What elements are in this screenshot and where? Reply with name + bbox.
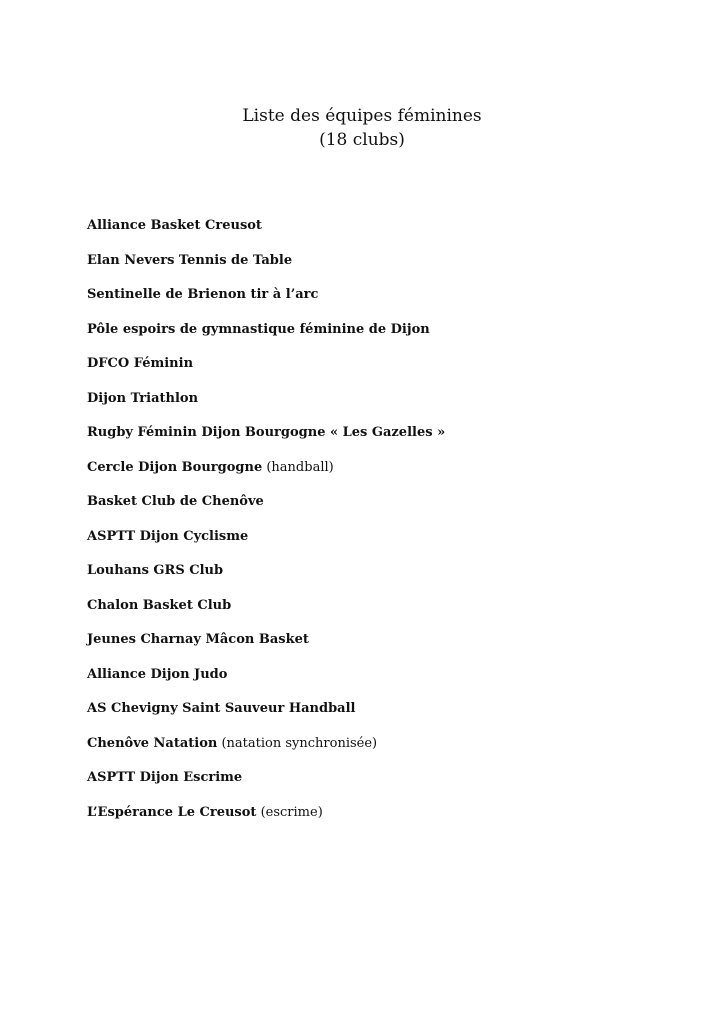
club-item — [87, 699, 687, 734]
club-item — [87, 630, 687, 665]
club-item — [87, 320, 687, 355]
club-name: Jeunes Charnay Mâcon Basket — [87, 632, 309, 647]
club-name: Sentinelle de Brienon tir à l’arc — [87, 287, 319, 302]
club-name: Chalon Basket Club — [87, 597, 232, 613]
club-name: AS Chevigny Saint Sauveur Handball — [87, 701, 356, 716]
club-note: (handball) — [266, 459, 334, 475]
title-line-2: (18 clubs) — [319, 130, 405, 150]
club-item — [87, 354, 687, 389]
club-item — [87, 561, 687, 596]
club-item — [87, 285, 687, 320]
club-name: L’Espérance Le Creusot — [87, 804, 257, 820]
club-name: ASPTT Dijon Cyclisme — [87, 528, 249, 544]
club-item — [87, 458, 687, 493]
club-item — [87, 596, 687, 631]
club-item — [87, 216, 687, 251]
club-name: Alliance Dijon Judo — [87, 666, 228, 682]
page-title — [0, 104, 724, 152]
club-note: (natation synchronisée) — [221, 735, 378, 751]
club-name: Chenôve Natation — [87, 735, 218, 751]
club-name: Basket Club de Chenôve — [87, 494, 264, 509]
club-item — [87, 734, 687, 769]
club-name: Elan Nevers Tennis de Table — [87, 252, 293, 268]
club-item — [87, 251, 687, 286]
club-name: ASPTT Dijon Escrime — [87, 770, 243, 785]
club-item — [87, 492, 687, 527]
club-note: (escrime) — [260, 804, 323, 820]
club-list — [87, 216, 687, 837]
club-name: Alliance Basket Creusot — [87, 218, 262, 233]
club-name: DFCO Féminin — [87, 356, 194, 371]
club-item — [87, 803, 687, 838]
club-item — [87, 665, 687, 700]
club-name: Rugby Féminin Dijon Bourgogne « Les Gazelles » — [87, 425, 446, 440]
club-item — [87, 389, 687, 424]
club-name: Cercle Dijon Bourgogne — [87, 459, 263, 475]
club-name: Louhans GRS Club — [87, 563, 224, 578]
title-line-1: Liste des équipes féminines — [242, 106, 482, 126]
club-name: Pôle espoirs de gymnastique féminine de Dijon — [87, 321, 430, 337]
club-item — [87, 527, 687, 562]
club-item — [87, 423, 687, 458]
club-item — [87, 768, 687, 803]
club-name: Dijon Triathlon — [87, 390, 199, 406]
